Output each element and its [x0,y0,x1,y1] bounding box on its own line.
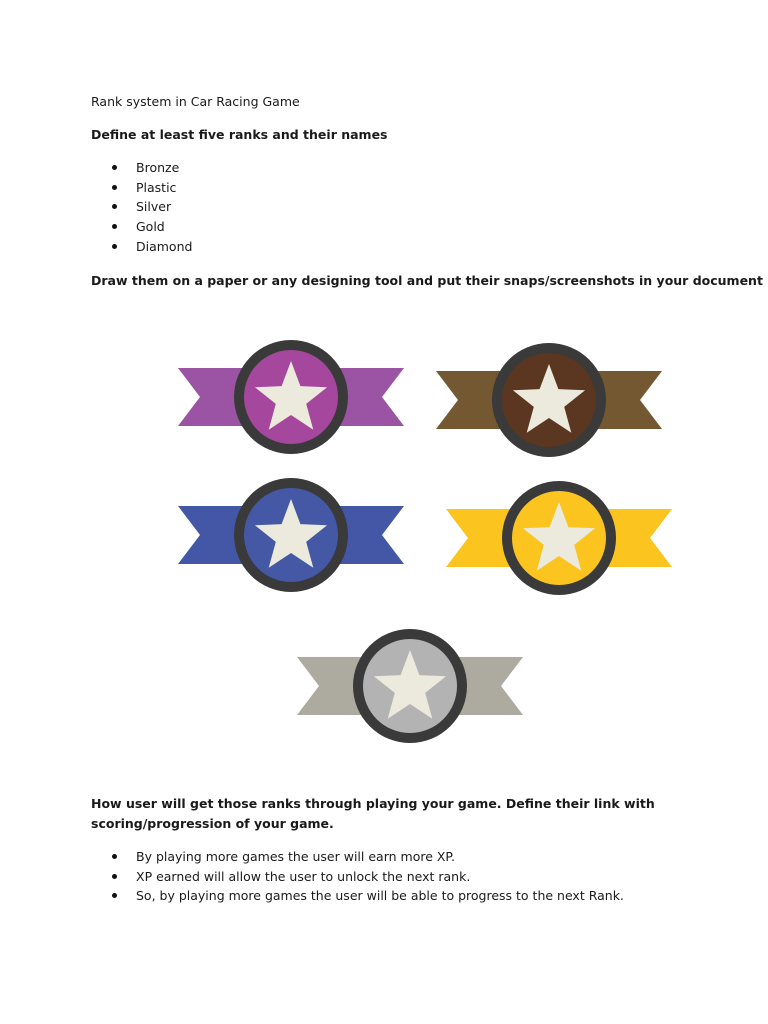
document-title: Rank system in Car Racing Game [91,94,300,109]
bullet-icon [112,204,117,209]
rank-name: Gold [136,219,165,235]
rank-badge [446,481,672,595]
badge-gallery [0,320,768,760]
rank-name: Diamond [136,238,193,254]
bullet-icon [112,244,117,249]
rank-name: Silver [136,199,172,215]
heading-define-ranks: Define at least five ranks and their names [91,127,388,142]
list-item [0,847,624,867]
rank-name: Plastic [136,179,177,195]
list-item [0,158,192,178]
bullet-icon [112,854,117,859]
progression-list [0,847,624,906]
bullet-icon [112,874,117,879]
badge-drawing [0,320,768,760]
rank-name: Bronze [136,160,180,175]
rank-badge [178,478,404,592]
bullet-icon [112,893,117,898]
bullet-icon [112,185,117,190]
list-item [0,217,192,237]
list-item [0,886,624,906]
rank-list [0,158,192,257]
progression-text: By playing more games the user will earn more XP. [136,849,456,864]
rank-badge [178,340,404,454]
list-item [0,197,192,217]
rank-badge [436,343,662,457]
progression-text: XP earned will allow the user to unlock the next rank. [136,868,471,884]
progression-text: So, by playing more games the user will be able to progress to the next Rank. [136,888,624,904]
bullet-icon [112,165,117,170]
list-item [0,178,192,198]
list-item [0,867,624,887]
heading-progression: How user will get those ranks through playing your game. Define their link with scoring/progression of your game. [91,796,655,831]
bullet-icon [112,224,117,229]
heading-draw-ranks: Draw them on a paper or any designing tool and put their snaps/screenshots in your document [91,273,763,288]
list-item [0,237,192,257]
rank-badge [297,629,523,743]
